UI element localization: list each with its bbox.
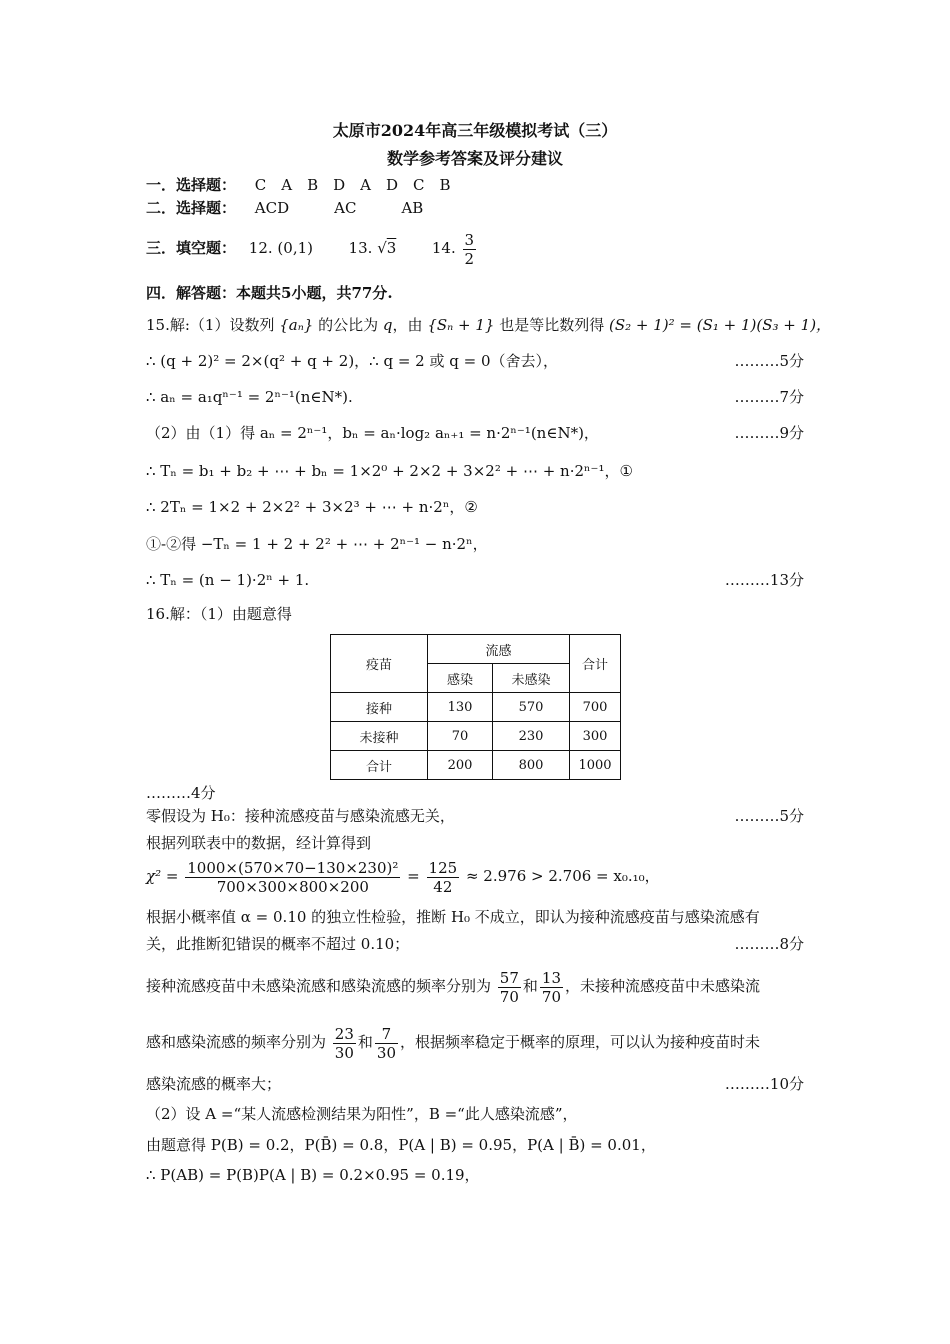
q16-freq-line2 xyxy=(146,1022,804,1062)
table-cell: 200 xyxy=(428,751,493,780)
score-5-q16: ………5分 xyxy=(734,807,804,825)
q15-text-geo: 也是等比数列得 xyxy=(499,316,605,334)
freq-fraction-23-30 xyxy=(333,1025,356,1062)
answer-13-prefix: 13. xyxy=(348,239,373,257)
section-fill-blank xyxy=(146,228,804,268)
table-cell: 700 xyxy=(570,693,621,722)
table-col-not-infected: 未感染 xyxy=(493,664,570,693)
q16-chi-square-formula: χ² = $\frac{\text{1000×(570×70−130×230)²}}{700\times 300\times 800\times 200}$ = $\frac{125}{42}$ ≈ 2.976 > 2.706 = x₀.₁₀， xyxy=(146,858,660,896)
freq-fraction-57-70 xyxy=(498,969,521,1006)
exam-subtitle: 数学参考答案及评分建议 xyxy=(386,149,563,168)
q16-part2-pab: ∴ P(AB) = P(B)P(A | B) = 0.2×0.95 = 0.19， xyxy=(146,1166,480,1184)
fraction-numerator: 1000×(570×70−130×230)² xyxy=(187,858,399,877)
fraction-denominator: 2 xyxy=(464,249,475,268)
freq-and: 和 xyxy=(522,977,538,995)
q15-var-q: q xyxy=(382,316,393,334)
q16-part2-given: 由题意得 P(B) = 0.2，P(B̄) = 0.8，P(A | B) = 0.95，P(A | B̄) = 0.01， xyxy=(146,1136,656,1154)
table-row-label: 合计 xyxy=(331,751,428,780)
q15-first-eq: (S₂ + 1)² = (S₁ + 1)(S₃ + 1)， xyxy=(609,316,832,334)
fraction-denominator: 70 xyxy=(541,987,561,1006)
q15-seq-a: {aₙ} xyxy=(279,316,314,334)
fraction-numerator: 57 xyxy=(499,968,519,987)
q15-difference: ①-②得 −Tₙ = 1 + 2 + 2² + ⋯ + 2ⁿ⁻¹ − n·2ⁿ， xyxy=(146,535,488,553)
answer-13-radicand: 3 xyxy=(386,239,397,257)
q16-part2-definitions: （2）设 A =“某人流感检测结果为阳性”，B =“此人感染流感”， xyxy=(146,1105,578,1123)
q15-text-also: ，由 xyxy=(392,316,423,334)
q15-q-equation: ∴ (q + 2)² = 2×(q² + q + 2)，∴ q = 2 或 q = 0（舍去）， xyxy=(146,352,559,370)
freq-fraction-7-30 xyxy=(375,1025,398,1062)
freq-text: ，未接种流感疫苗中未感染流 xyxy=(565,977,761,995)
table-cell: 1000 xyxy=(570,751,621,780)
q15-intro: 15.解:（1）设数列 xyxy=(146,316,275,334)
fraction-denominator: 70 xyxy=(499,987,519,1006)
table-row-header: 疫苗 xyxy=(331,635,428,693)
q15-part2: （2）由（1）得 aₙ = 2ⁿ⁻¹，bₙ = aₙ·log₂ aₙ₊₁ = n·2ⁿ⁻¹(n∈N*)， xyxy=(146,424,599,442)
q16-null-hypothesis: 零假设为 H₀：接种流感疫苗与感染流感无关， xyxy=(146,807,455,825)
chi-square-rhs: ≈ 2.976 > 2.706 = x₀.₁₀， xyxy=(465,867,660,885)
q16-score-4: ………4分 xyxy=(146,784,216,802)
q16-calc-intro: 根据列联表中的数据，经计算得到 xyxy=(146,834,372,852)
chi-square-fraction xyxy=(185,859,400,896)
section3-label: 三．填空题： xyxy=(146,239,237,257)
section-4-label: 四．解答题：本题共5小题，共77分. xyxy=(146,284,393,302)
fraction-denominator: 42 xyxy=(433,877,453,896)
contingency-table xyxy=(330,634,621,780)
table-group-header: 流感 xyxy=(428,635,570,664)
q15-intro-line xyxy=(146,314,832,336)
exam-title: 太原市2024年高三年级模拟考试（三） xyxy=(332,121,618,140)
score-9-q15: ………9分 xyxy=(734,424,804,442)
table-cell: 70 xyxy=(428,722,493,751)
score-5-q15: ………5分 xyxy=(734,352,804,370)
chi-square-simplified xyxy=(427,859,460,896)
table-cell: 300 xyxy=(570,722,621,751)
sqrt-sign: √ xyxy=(377,239,387,257)
answer-14-prefix: 14. xyxy=(431,239,456,257)
freq-text: 接种流感疫苗中未感染流感和感染流感的频率分别为 xyxy=(146,977,492,995)
fraction-numerator: 13 xyxy=(541,968,561,987)
freq-text: ，根据频率稳定于概率的原理，可以认为接种疫苗时未 xyxy=(400,1033,761,1051)
freq-text: 感和感染流感的频率分别为 xyxy=(146,1033,327,1051)
fraction-denominator: 700×300×800×200 xyxy=(216,877,369,896)
table-cell: 800 xyxy=(493,751,570,780)
q16-freq-line1 xyxy=(146,966,804,1006)
section-multiple-choice xyxy=(146,174,804,196)
q16-test-line1: 根据小概率值 α = 0.10 的独立性检验，推断 H₀ 不成立，即认为接种流感疫苗与感染流感有 xyxy=(146,908,760,926)
answer-14-fraction xyxy=(463,231,477,268)
table-col-total: 合计 xyxy=(570,635,621,693)
section2-label: 二．选择题： xyxy=(146,199,237,217)
q16-freq-line3: 感染流感的概率大； xyxy=(146,1075,282,1093)
table-cell: 570 xyxy=(493,693,570,722)
fraction-numerator: 3 xyxy=(464,230,475,249)
score-13-q15: ………13分 xyxy=(724,571,804,589)
freq-fraction-13-70 xyxy=(540,969,563,1006)
score-10-q16: ………10分 xyxy=(724,1075,804,1093)
table-row-label: 接种 xyxy=(331,693,428,722)
fraction-denominator: 30 xyxy=(334,1043,354,1062)
fraction-numerator: 7 xyxy=(375,1025,398,1044)
table-cell: 130 xyxy=(428,693,493,722)
section-multi-select xyxy=(146,197,804,219)
q15-seq-s: {Sₙ + 1} xyxy=(427,316,495,334)
score-8-q16: ………8分 xyxy=(734,935,804,953)
fraction-denominator: 30 xyxy=(376,1043,396,1062)
answer-12: 12. (0,1) xyxy=(248,239,313,257)
q16-test-line2: 关，此推断犯错误的概率不超过 0.10； xyxy=(146,935,410,953)
q15-2tn-sum: ∴ 2Tₙ = 1×2 + 2×2² + 3×2³ + ⋯ + n·2ⁿ，② xyxy=(146,498,478,516)
table-col-infected: 感染 xyxy=(428,664,493,693)
chi-square-lhs: χ² = xyxy=(146,867,179,885)
q15-text-ratio: 的公比为 xyxy=(318,316,379,334)
table-cell: 230 xyxy=(493,722,570,751)
q15-result: ∴ Tₙ = (n − 1)·2ⁿ + 1. xyxy=(146,571,310,589)
section2-answers: ACD AC AB xyxy=(254,199,424,217)
section1-label: 一．选择题： xyxy=(146,176,237,194)
table-row xyxy=(331,722,621,751)
table-row-label: 未接种 xyxy=(331,722,428,751)
q15-tn-sum: ∴ Tₙ = b₁ + b₂ + ⋯ + bₙ = 1×2⁰ + 2×2 + 3×2² + ⋯ + n·2ⁿ⁻¹，① xyxy=(146,462,633,480)
fraction-numerator: 125 xyxy=(428,858,458,877)
q16-intro: 16.解：（1）由题意得 xyxy=(146,605,292,623)
table-row xyxy=(331,693,621,722)
freq-and: 和 xyxy=(357,1033,373,1051)
score-7-q15: ………7分 xyxy=(734,388,804,406)
section1-answers: C A B D A D C B xyxy=(254,176,451,194)
table-row xyxy=(331,751,621,780)
fraction-numerator: 23 xyxy=(334,1024,354,1043)
q15-an-formula: ∴ aₙ = a₁qⁿ⁻¹ = 2ⁿ⁻¹(n∈N*). xyxy=(146,388,353,406)
